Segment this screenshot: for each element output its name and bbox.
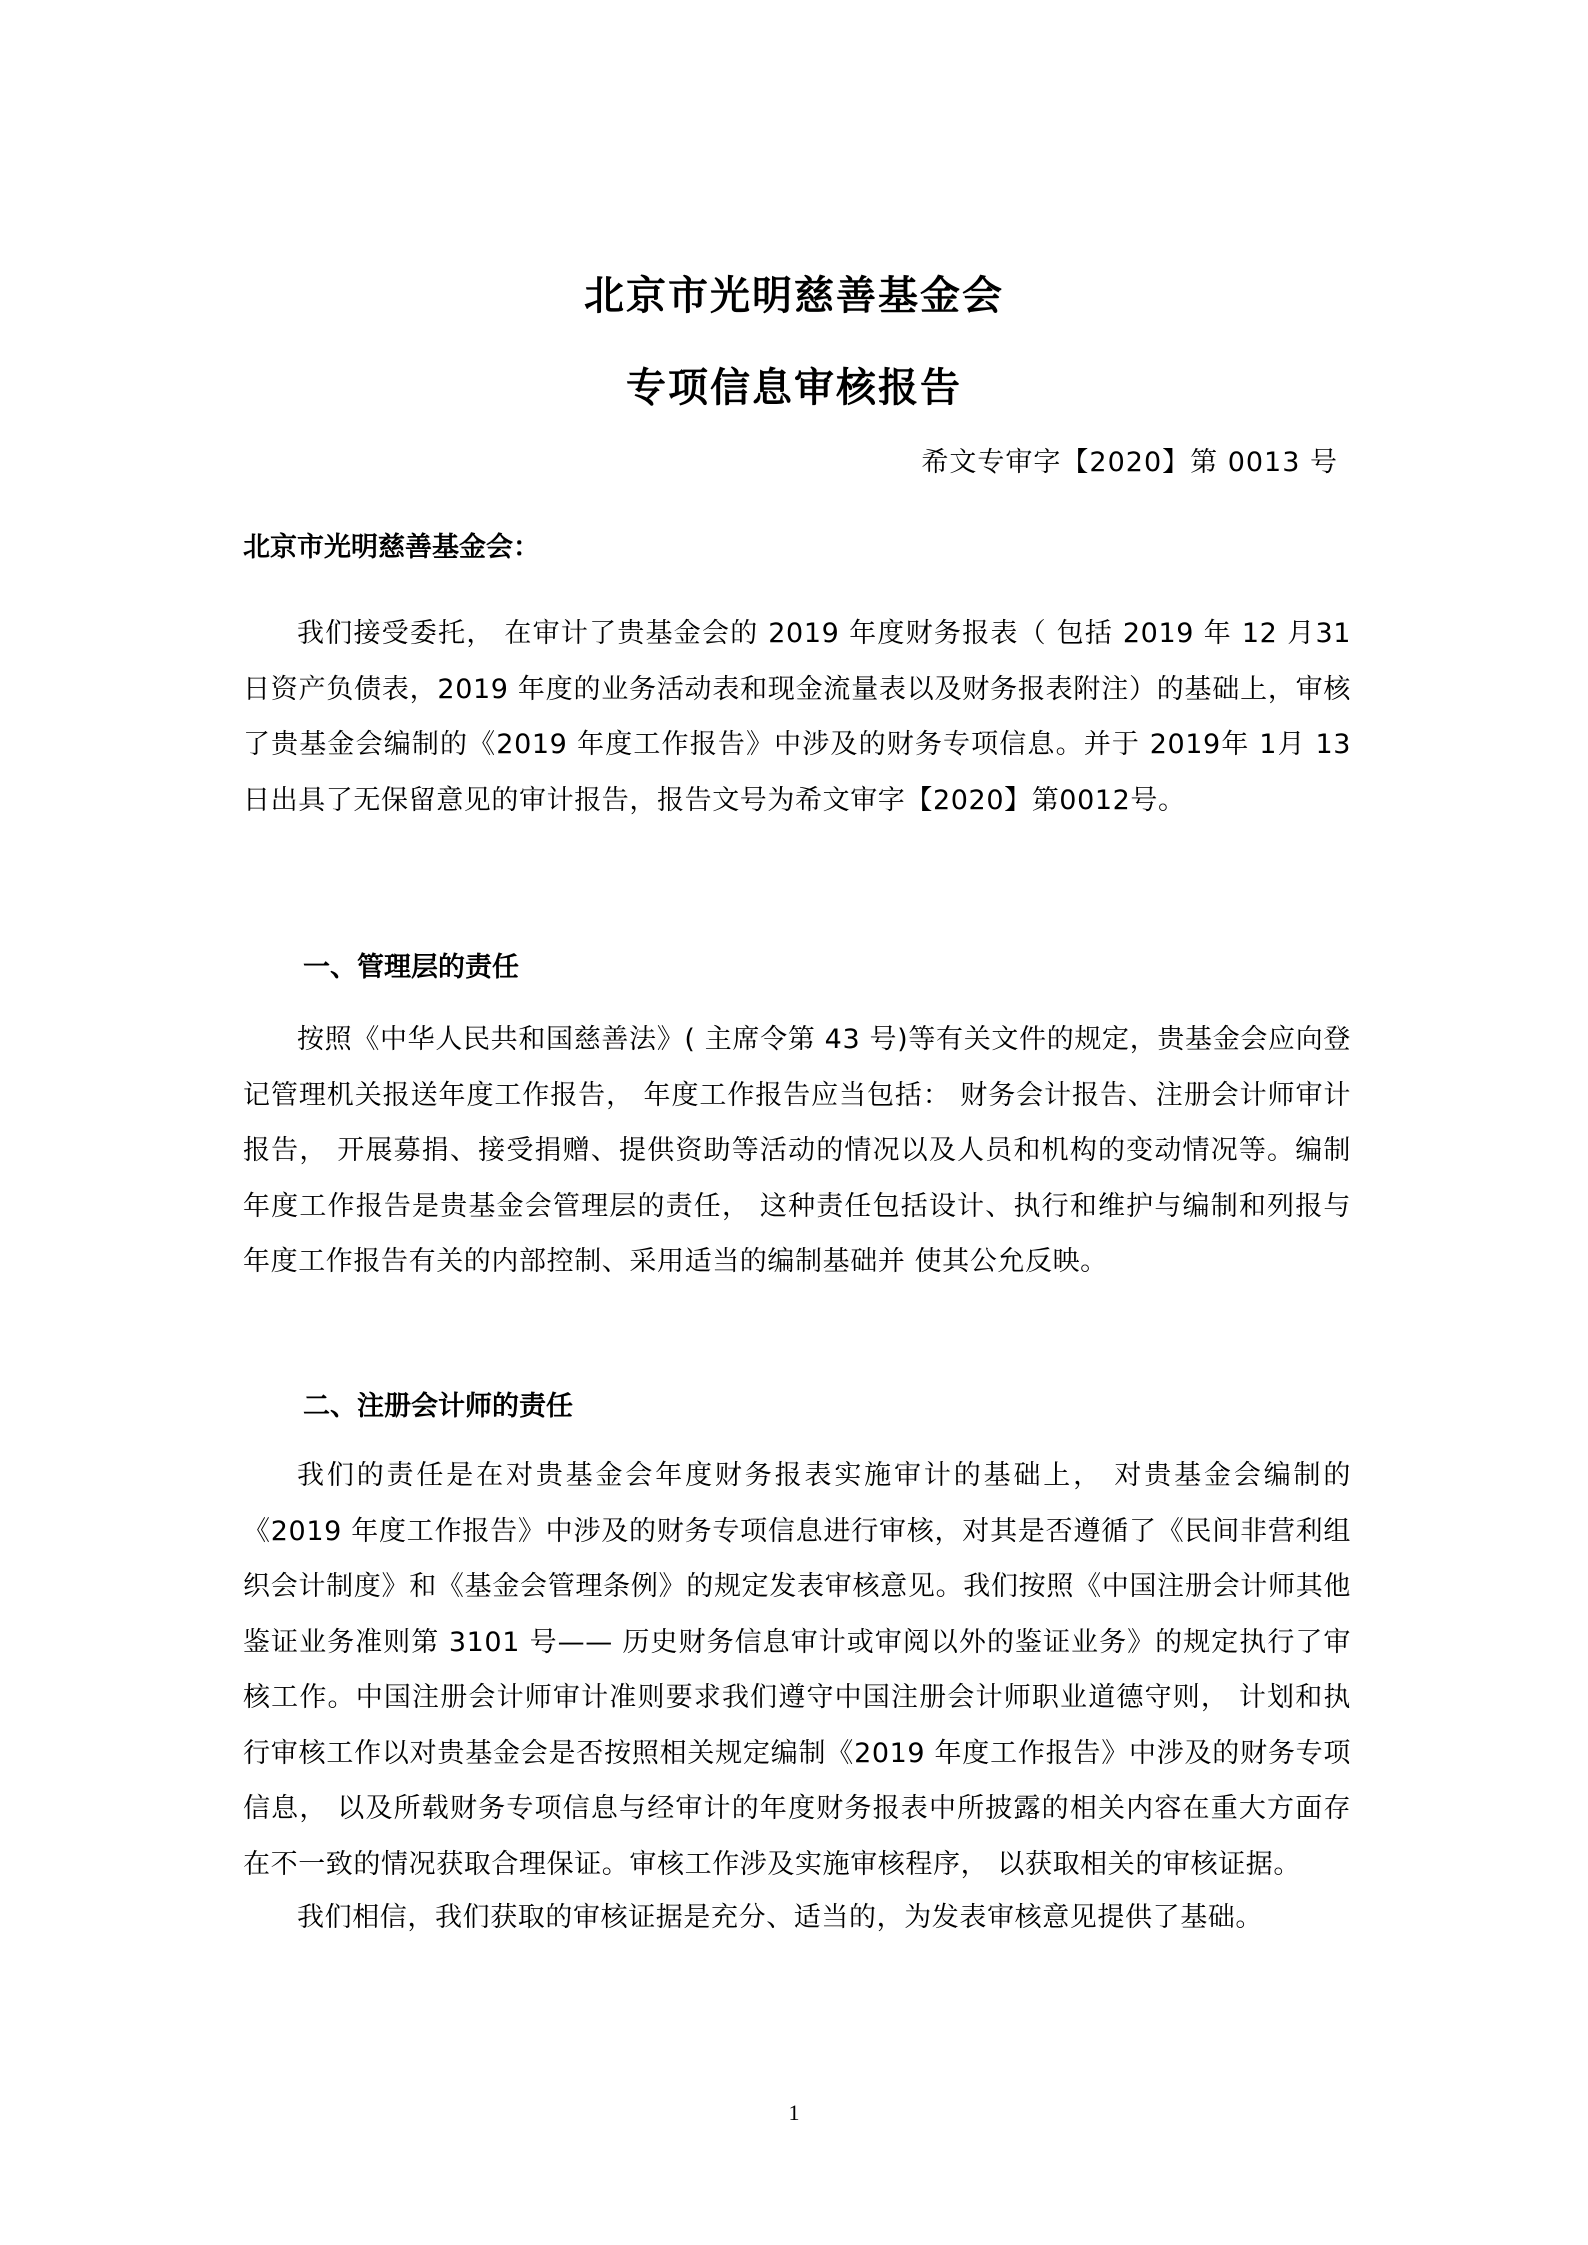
intro-paragraph: 我们接受委托， 在审计了贵基金会的 2019 年度财务报表（ 包括 2019 年 12 月31 日资产负债表，2019 年度的业务活动表和现金流量表以及财务报表附注）的基础上，审核了贵基金会编制的《2019 年度工作报告》中涉及的财务专项信息。并于 2019年 1月 13 日出具了无保留意见的审计报告，报告文号为希文审字【2020】第0012号。 xyxy=(243,618,1351,816)
management-responsibility-paragraph: 按照《中华人民共和国慈善法》( 主席令第 43 号)等有关文件的规定，贵基金会应向登记管理机关报送年度工作报告， 年度工作报告应当包括： 财务会计报告、注册会计师审计报告， 开展募捐、接受捐赠、提供资助等活动的情况以及人员和机构的变动情况等。编制年度工作报告是贵基金会管理层的责任， 这种责任包括设计、执行和维护与编制和列报与年度工作报告有关的内部控制、采用适当的编制基础并 使其公允反映。 xyxy=(243,1024,1351,1277)
cpa-responsibility-paragraph: 我们的责任是在对贵基金会年度财务报表实施审计的基础上， 对贵基金会编制的《2019 年度工作报告》中涉及的财务专项信息进行审核，对其是否遵循了《民间非营利组织会计制度》和《基金会管理条例》的规定发表审核意见。我们按照《中国注册会计师其他鉴证业务准则第 3101 号—— 历史财务信息审计或审阅以外的鉴证业务》的规定执行了审核工作。中国注册会计师审计准则要求我们遵守中国注册会计师职业道德守则， 计划和执行审核工作以对贵基金会是否按照相关规定编制《2019 年度工作报告》中涉及的财务专项信息， 以及所载财务专项信息与经审计的年度财务报表中所披露的相关内容在重大方面存在不一致的情况获取合理保证。审核工作涉及实施审核程序， 以获取相关的审核证据。 xyxy=(243,1460,1351,1880)
section-heading-management: 一、管理层的责任 xyxy=(303,952,519,983)
report-title-type: 专项信息审核报告 xyxy=(626,365,962,411)
section-heading-cpa: 二、注册会计师的责任 xyxy=(303,1391,573,1422)
belief-paragraph: 我们相信，我们获取的审核证据是充分、适当的，为发表审核意见提供了基础。 xyxy=(297,1902,1263,1933)
report-title-organization: 北京市光明慈善基金会 xyxy=(584,273,1004,319)
page-number: 1 xyxy=(788,2100,800,2125)
document-number: 希文专审字【2020】第 0013 号 xyxy=(921,447,1338,478)
addressee: 北京市光明慈善基金会： xyxy=(243,532,540,563)
